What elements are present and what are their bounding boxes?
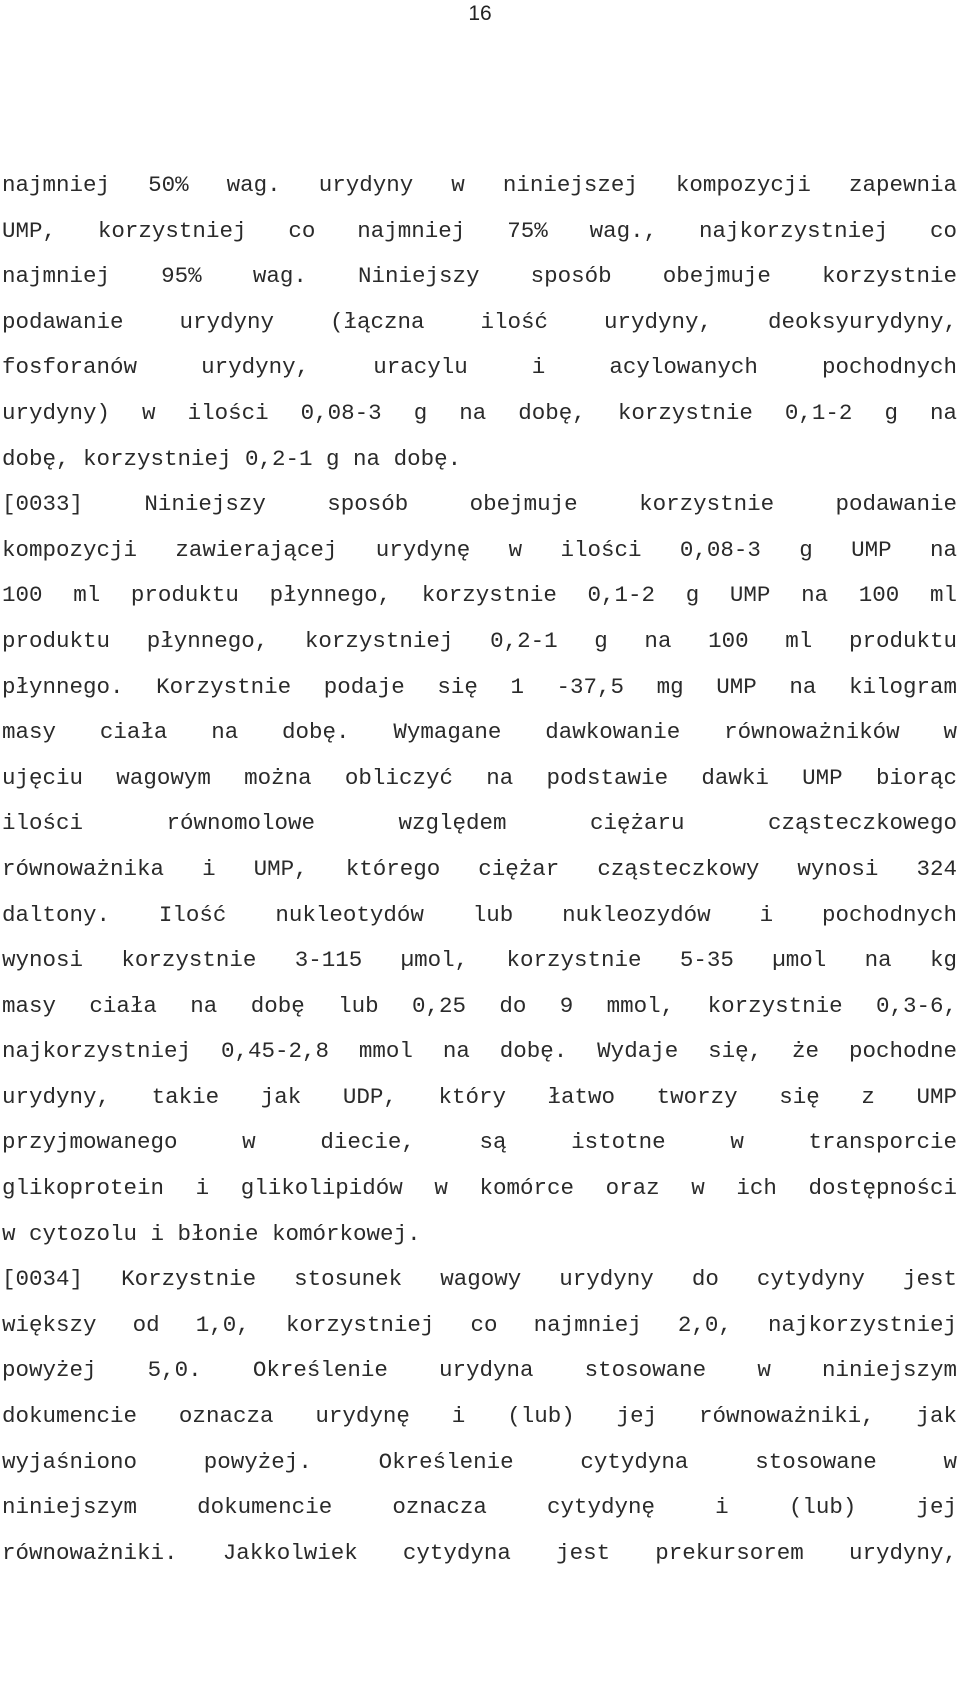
document-body [2, 163, 957, 1576]
text-line: dokumencie oznacza urydynę i (lub) jej równoważniki, jak [2, 1403, 957, 1430]
text-line: najmniej 50% wag. urydyny w niniejszej kompozycji zapewnia [2, 172, 957, 198]
text-line: równoważnika i UMP, którego ciężar cząsteczkowy wynosi 324 [2, 855, 957, 882]
text-line: najkorzystniej 0,45-2,8 mmol na dobę. Wydaje się, że pochodne [2, 1038, 957, 1065]
page-number: 16 [468, 2, 492, 25]
text-line: glikoprotein i glikolipidów w komórce oraz w ich dostępności [2, 1175, 957, 1202]
paragraph-0033 [2, 482, 957, 1257]
paragraph-0034 [2, 1257, 957, 1576]
text-line: powyżej 5,0. Określenie urydyna stosowane w niniejszym [2, 1357, 957, 1384]
text-line: dobę, korzystniej 0,2-1 g na dobę. [2, 445, 462, 472]
text-line: wyjaśniono powyżej. Określenie cytydyna stosowane w [2, 1448, 957, 1475]
paragraph-number: [0034] [2, 1266, 84, 1293]
text-line: niniejszym dokumencie oznacza cytydynę i (lub) jej [2, 1494, 957, 1521]
text-line: urydyny, takie jak UDP, który łatwo tworzy się z UMP [2, 1083, 957, 1110]
text-line: równoważniki. Jakkolwiek cytydyna jest prekursorem urydyny, [2, 1539, 957, 1566]
text-line: 100 ml produktu płynnego, korzystnie 0,1-2 g UMP na 100 ml [2, 582, 957, 609]
text-line-content: Korzystnie stosunek wagowy urydyny do cytydyny jest [121, 1266, 957, 1293]
text-line: urydyny) w ilości 0,08-3 g na dobę, korzystnie 0,1-2 g na [2, 399, 957, 426]
text-line: fosforanów urydyny, uracylu i acylowanych pochodnych [2, 354, 957, 381]
text-line: podawanie urydyny (łączna ilość urydyny, deoksyurydyny, [2, 308, 957, 335]
text-line-content: Niniejszy sposób obejmuje korzystnie podawanie [144, 491, 957, 518]
text-line: masy ciała na dobę. Wymagane dawkowanie równoważników w [2, 719, 957, 746]
text-line: kompozycji zawierającej urydynę w ilości 0,08-3 g UMP na [2, 536, 957, 563]
text-line: przyjmowanego w diecie, są istotne w transporcie [2, 1129, 957, 1156]
text-line: najmniej 95% wag. Niniejszy sposób obejmuje korzystnie [2, 263, 957, 290]
text-line: masy ciała na dobę lub 0,25 do 9 mmol, korzystnie 0,3-6, [2, 992, 957, 1019]
text-line: ilości równomolowe względem ciężaru cząsteczkowego [2, 810, 957, 837]
text-line: większy od 1,0, korzystniej co najmniej 2,0, najkorzystniej [2, 1311, 957, 1338]
text-line [2, 1257, 957, 1303]
paragraph-continuation [2, 163, 957, 482]
text-line [2, 482, 957, 528]
text-line: daltony. Ilość nukleotydów lub nukleozydów i pochodnych [2, 901, 957, 928]
text-line: UMP, korzystniej co najmniej 75% wag., najkorzystniej co [2, 217, 957, 244]
text-line: wynosi korzystnie 3-115 µmol, korzystnie 5-35 µmol na kg [2, 947, 957, 974]
text-line: ujęciu wagowym można obliczyć na podstawie dawki UMP biorąc [2, 764, 957, 791]
text-line: produktu płynnego, korzystniej 0,2-1 g na 100 ml produktu [2, 627, 957, 654]
text-line: w cytozolu i błonie komórkowej. [2, 1220, 421, 1247]
paragraph-number: [0033] [2, 491, 84, 518]
text-line: płynnego. Korzystnie podaje się 1 -37,5 mg UMP na kilogram [2, 673, 957, 700]
